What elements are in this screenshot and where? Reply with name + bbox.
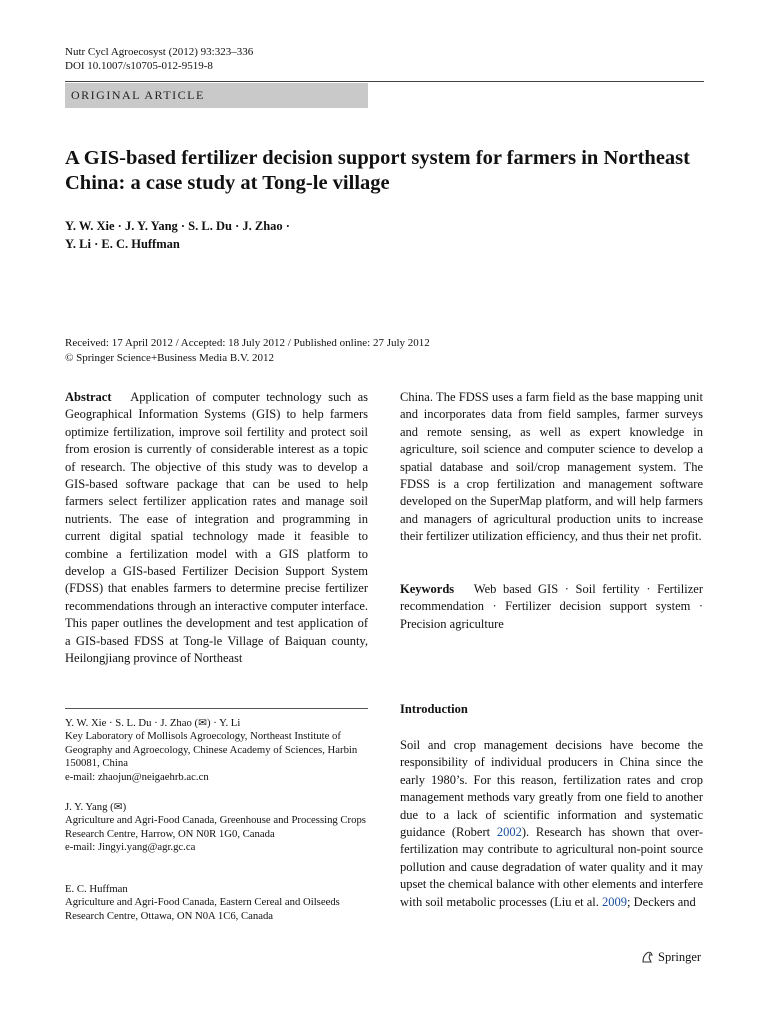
- footnote-email[interactable]: e-mail: Jingyi.yang@agr.gc.ca: [65, 841, 196, 854]
- affiliation-footnote-1: [65, 717, 368, 784]
- citation-link-liu[interactable]: 2009: [602, 894, 628, 909]
- copyright-line: © Springer Science+Business Media B.V. 2012: [65, 351, 274, 364]
- abstract-label: Abstract: [65, 390, 112, 404]
- footnote-names: E. C. Huffman: [65, 883, 128, 895]
- header-rule: [65, 81, 704, 82]
- citation-link-robert[interactable]: 2002: [496, 825, 522, 840]
- keywords-label: Keywords: [400, 582, 455, 596]
- article-type-badge: ORIGINAL ARTICLE: [65, 83, 368, 108]
- publication-dates: [65, 336, 430, 365]
- keywords-text: Web based GIS · Soil fertility · Fertilizer recommendation · Fertilizer decision support system · Precision agriculture: [400, 582, 703, 631]
- springer-horse-icon: [640, 950, 654, 964]
- keywords-block: [400, 581, 703, 633]
- abstract-text-right: China. The FDSS uses a farm field as the base mapping unit and incorporates data from field samples, farmer surveys and remote sensing, as well as expert knowledge in agriculture, soil science and computer science to develop a spatial database and soil/crop management system. The FDSS is a crop fertilization and management software developed on the SuperMap platform, and will help farmers and managers of agricultural production units to increase their fertilizer utilization efficiency, and thus their net profit.: [400, 390, 703, 544]
- footnote-names: J. Y. Yang (✉): [65, 801, 127, 813]
- journal-header: [65, 45, 253, 73]
- intro-text-c: ; Deckers and: [627, 894, 696, 909]
- author-line-1: Y. W. Xie · J. Y. Yang · S. L. Du · J. Zhao ·: [65, 219, 290, 233]
- doi-link[interactable]: DOI 10.1007/s10705-012-9519-8: [65, 60, 213, 72]
- springer-footer: [640, 948, 701, 966]
- publisher-name: Springer: [658, 950, 702, 964]
- abstract-right-column: [400, 389, 703, 546]
- intro-text-a: Soil and crop management decisions have become the responsibility of individual producers in China since the early 1980’s. For this reason, fertilization rates and crop management methods vary greatly from one field to another due to a lack of scientific information and systematic guidance (Robert: [400, 738, 703, 840]
- journal-citation: Nutr Cycl Agroecosyst (2012) 93:323–336: [65, 46, 254, 58]
- abstract-paragraph: [65, 389, 368, 668]
- footnote-email[interactable]: e-mail: zhaojun@neigaehrb.ac.cn: [65, 770, 209, 783]
- introduction-text: [400, 737, 703, 911]
- abstract-left-column: [65, 389, 368, 668]
- author-line-2: Y. Li · E. C. Huffman: [65, 237, 180, 251]
- intro-text-b: ). Research has shown that over-fertilization may contribute to agricultural non-point source pollution and cause degradation of water quality and it may upset the chemical balance with other elements and interfere with soil metabolic processes (Liu et al.: [400, 825, 703, 909]
- footnote-affiliation: Key Laboratory of Mollisols Agroecology, Northeast Institute of Geography and Agroecology, Chinese Academy of Sciences, Harbin 150081, China: [65, 730, 358, 770]
- dates-line: Received: 17 April 2012 / Accepted: 18 July 2012 / Published online: 27 July 2012: [65, 337, 430, 349]
- paper-title: A GIS-based fertilizer decision support system for farmers in Northeast China: a case study at Tong-le village: [65, 147, 690, 194]
- affiliation-footnote-3: [65, 883, 368, 923]
- footnote-affiliation: Agriculture and Agri-Food Canada, Greenhouse and Processing Crops Research Centre, Harrow, ON N0R 1G0, Canada: [65, 814, 366, 840]
- affiliation-footnote-2: [65, 801, 368, 855]
- abstract-text-left: Application of computer technology such as Geographical Information Systems (GIS) to help farmers optimize fertilization, improve soil fertility and protect soil from erosion is currently of considerable interest as a topic of research. The objective of this study was to develop a GIS-based software package that can be used to help farmers select fertilizer application rates and manage soil nutrients. The ease of integration and programming in current digital spatial technology made it feasible to combine a fertilization model with a GIS platform to develop a GIS-based Fertilizer Decision Support System (FDSS) that enables farmers to determine precise fertilizer recommendations through an interactive computer interface. This paper outlines the development and test application of a GIS-based FDSS at Tong-le Village of Baiquan county, Heilongjiang province of Northeast: [65, 390, 368, 666]
- footnote-names: Y. W. Xie · S. L. Du · J. Zhao (✉) · Y. Li: [65, 717, 241, 729]
- footnote-affiliation: Agriculture and Agri-Food Canada, Eastern Cereal and Oilseeds Research Centre, Ottawa, ON N0A 1C6, Canada: [65, 896, 340, 922]
- introduction-heading: Introduction: [400, 702, 468, 716]
- author-list: [65, 217, 465, 253]
- footnote-rule: [65, 708, 368, 709]
